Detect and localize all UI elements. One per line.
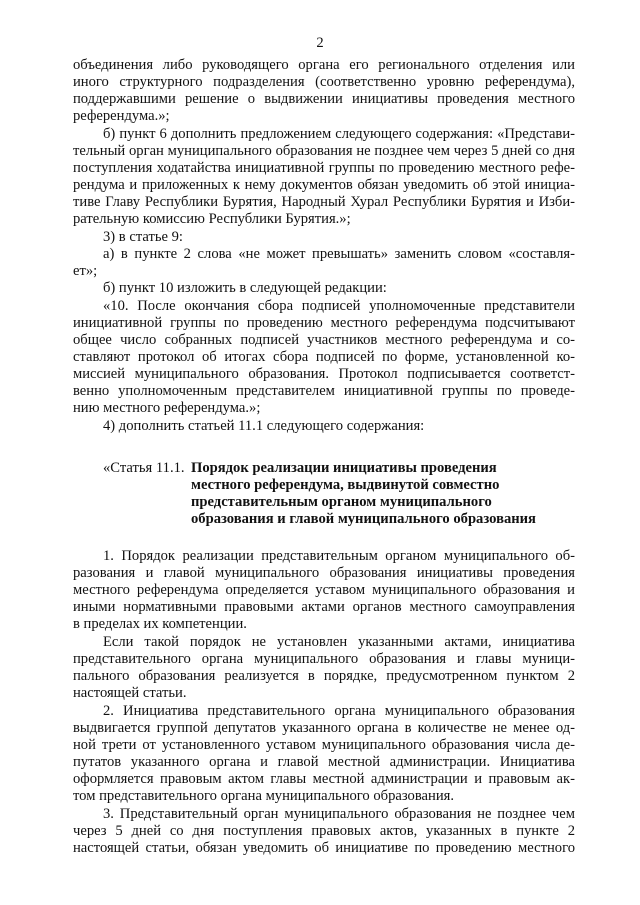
text-line: поддержавшими решение о выдвижении инициативы проведения местного (73, 91, 575, 107)
text-line: Если такой порядок не установлен указанными актами, инициатива (103, 634, 575, 650)
article-heading: образования и главой муниципального образования (191, 511, 536, 527)
text-line: «10. После окончания сбора подписей уполномоченные представители (103, 298, 575, 314)
text-line: местного референдума определяется уставом муниципального образования и (73, 582, 575, 598)
text-line: путатов указанного органа и главой местной администрации. Инициатива (73, 754, 575, 770)
text-line: миссией муниципального образования. Протокол подписывается соответст- (73, 366, 575, 382)
text-line: выдвигается группой депутатов указанного органа в количестве не менее од- (73, 720, 575, 736)
text-line: том представительного органа муниципального образования. (73, 788, 455, 804)
article-heading: представительным органом муниципального (191, 494, 492, 510)
text-line: общее число собранных подписей участников местного референдума и со- (73, 332, 575, 348)
article-heading: местного референдума, выдвинутой совместно (191, 477, 500, 493)
text-line: б) пункт 10 изложить в следующей редакции: (103, 280, 387, 296)
text-line: 3. Представительный орган муниципального образования не позднее чем (103, 806, 575, 822)
text-line: б) пункт 6 дополнить предложением следующего содержания: «Представи- (103, 126, 575, 142)
article-label: «Статья 11.1. (103, 460, 185, 476)
text-line: тиве Главу Республики Бурятия, Народный Хурал Республики Бурятия и Изби- (73, 194, 575, 210)
page-number: 2 (316, 35, 324, 51)
text-line: настоящей статьи. (73, 685, 187, 701)
text-line: нию местного референдума.»; (73, 400, 261, 416)
text-line: 2. Инициатива представительного органа муниципального образования (103, 703, 575, 719)
text-line: ной трети от установленного уставом муниципального образования числа де- (73, 737, 575, 753)
text-line: настоящей статьи, обязан уведомить об инициативе по проведению местного (73, 840, 575, 856)
text-line: пального образования реализуется в порядке, предусмотренном пунктом 2 (73, 668, 575, 684)
text-line: инициативной группы по проведению местного референдума подсчитывают (73, 315, 575, 331)
text-line: иными нормативными правовыми актами органов местного самоуправления (73, 599, 575, 615)
text-line: венно уполномоченным представителем инициативной группы по проведе- (73, 383, 575, 399)
text-line: рательную комиссию Республики Бурятия.»; (73, 211, 351, 227)
text-line: референдума.»; (73, 108, 170, 124)
text-line: рендума и приложенных к нему документов обязан уведомить об этой инициа- (73, 177, 575, 193)
text-line: разования и главой муниципального образования инициативы проведения (73, 565, 575, 581)
text-line: ет»; (73, 263, 98, 279)
text-line: ставляют протокол об итогах сбора подписей по форме, установленной ко- (73, 349, 575, 365)
text-line: поступления ходатайства инициативной группы по проведению местного рефе- (73, 160, 575, 176)
text-line: представительного органа муниципального образования и главы муници- (73, 651, 575, 667)
text-line: 1. Порядок реализации представительным органом муниципального об- (103, 548, 575, 564)
text-line: тельный орган муниципального образования не позднее чем через 5 дней со дня (73, 143, 575, 159)
text-line: в пределах их компетенции. (73, 616, 247, 632)
text-line: иного структурного подразделения (соответственно уровню референдума), (73, 74, 575, 90)
text-line: через 5 дней со дня поступления правовых актов, указанных в пункте 2 (73, 823, 575, 839)
text-line: 4) дополнить статьей 11.1 следующего содержания: (103, 418, 425, 434)
text-line: оформляется правовым актом главы местной администрации и правовым ак- (73, 771, 575, 787)
text-line: 3) в статье 9: (103, 229, 183, 245)
text-line: а) в пункте 2 слова «не может превышать» заменить словом «составля- (103, 246, 575, 262)
article-heading: Порядок реализации инициативы проведения (191, 460, 497, 476)
text-line: объединения либо руководящего органа его регионального отделения или (73, 57, 575, 73)
